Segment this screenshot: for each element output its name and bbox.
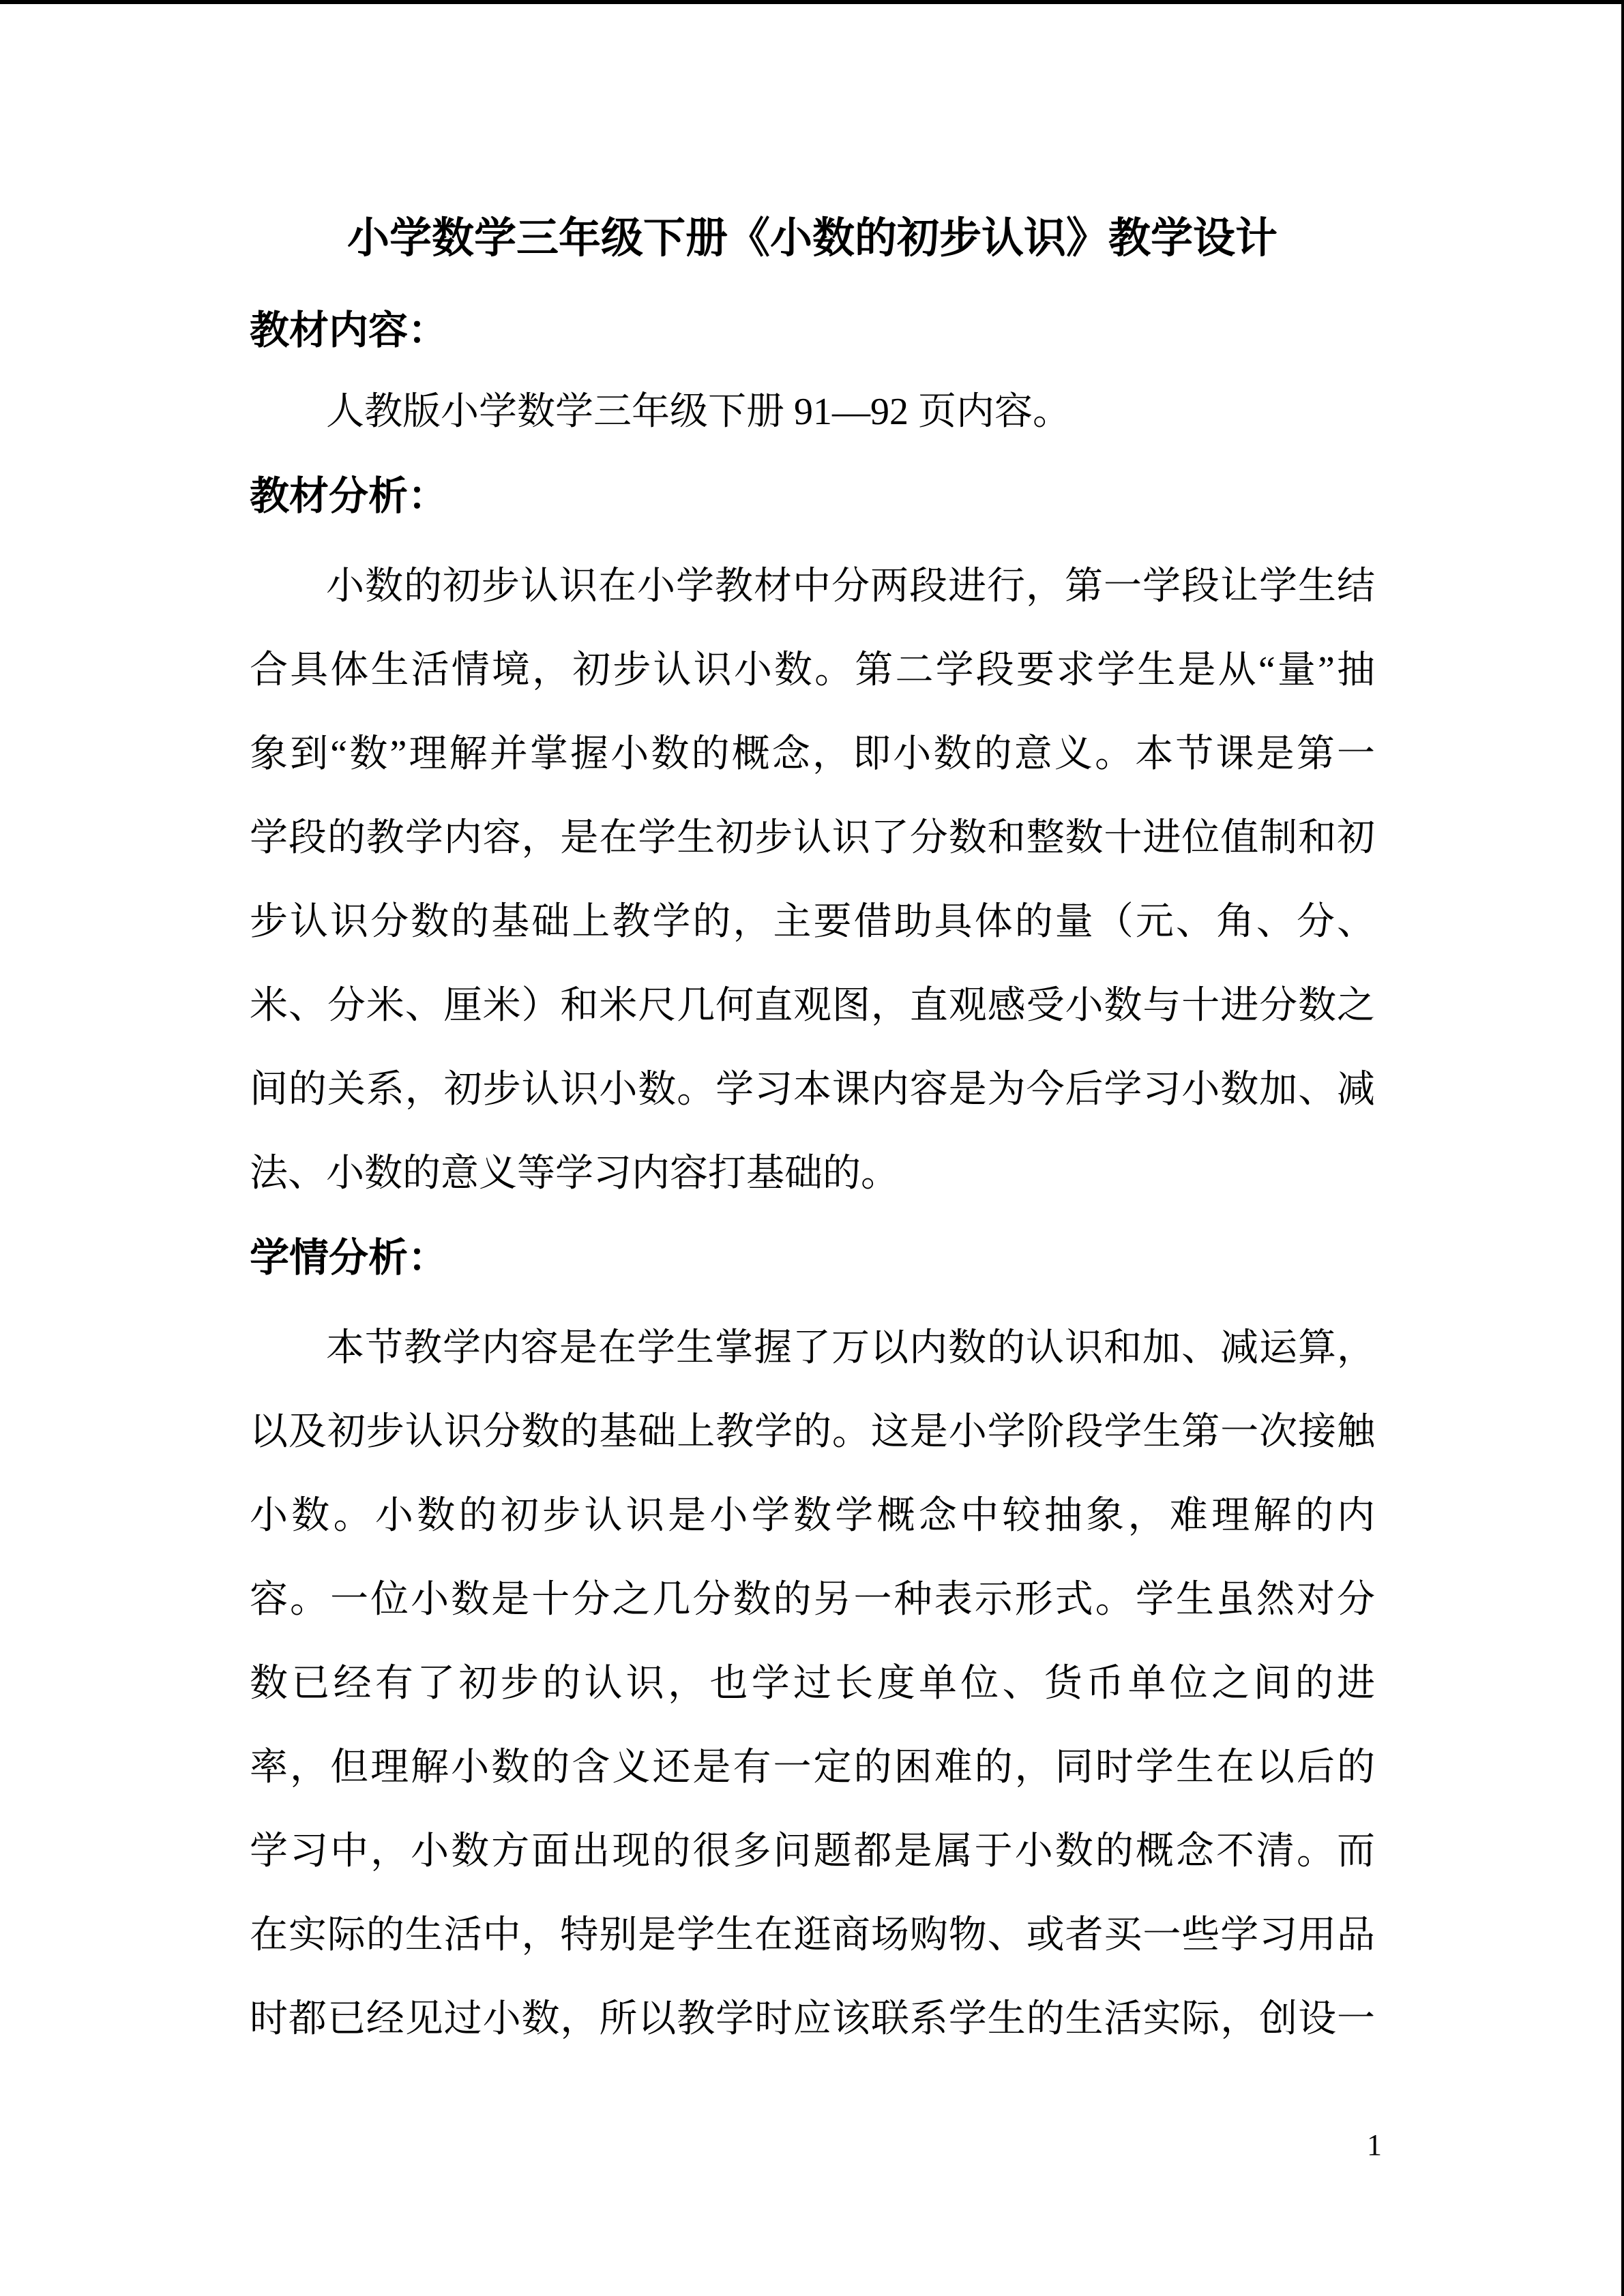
text-line: 在实际的生活中，特别是学生在逛商场购物、或者买一些学习用品 bbox=[250, 1914, 1375, 1956]
text-line: 法、小数的意义等学习内容打基础的。 bbox=[250, 1152, 899, 1195]
section-heading: 教材内容： bbox=[250, 308, 448, 353]
text-line: 人教版小学数学三年级下册 91—92 页内容。 bbox=[326, 391, 1071, 433]
text-line: 小数。小数的初步认识是小学数学概念中较抽象，难理解的内 bbox=[250, 1495, 1375, 1537]
paragraph bbox=[250, 370, 1375, 454]
section-heading: 教材分析： bbox=[250, 474, 448, 518]
text-line: 学习中，小数方面出现的很多问题都是属于小数的概念不清。而 bbox=[250, 1830, 1375, 1873]
text-line: 时都已经见过小数，所以教学时应该联系学生的生活实际，创设一 bbox=[250, 1998, 1375, 2040]
text-line: 学段的教学内容，是在学生初步认识了分数和整数十进位值制和初 bbox=[250, 817, 1375, 859]
text-line: 率，但理解小数的含义还是有一定的困难的，同时学生在以后的 bbox=[250, 1746, 1375, 1789]
paragraph bbox=[250, 545, 1375, 1216]
text-line: 小数的初步认识在小学教材中分两段进行，第一学段让学生结 bbox=[326, 565, 1375, 608]
section bbox=[250, 288, 1375, 454]
text-line: 米、分米、厘米）和米尺几何直观图，直观感受小数与十进分数之 bbox=[250, 985, 1375, 1027]
text-line: 象到“数”理解并掌握小数的概念，即小数的意义。本节课是第一 bbox=[250, 733, 1375, 775]
text-line: 间的关系，初步认识小数。学习本课内容是为今后学习小数加、减 bbox=[250, 1069, 1375, 1111]
page-number: 1 bbox=[1367, 2128, 1382, 2162]
document-content bbox=[250, 197, 1375, 2061]
text-line: 步认识分数的基础上教学的，主要借助具体的量（元、角、分、 bbox=[250, 901, 1375, 943]
paragraph bbox=[250, 1307, 1375, 2061]
text-line: 本节教学内容是在学生掌握了万以内数的认识和加、减运算， bbox=[326, 1327, 1375, 1369]
section bbox=[250, 454, 1375, 1216]
text-line: 合具体生活情境，初步认识小数。第二学段要求学生是从“量”抽 bbox=[250, 649, 1375, 691]
scan-edge-right bbox=[1621, 0, 1624, 2296]
section bbox=[250, 1216, 1375, 2061]
text-line: 数已经有了初步的认识，也学过长度单位、货币单位之间的进 bbox=[250, 1663, 1375, 1705]
document-title: 小学数学三年级下册《小数的初步认识》教学设计 bbox=[346, 215, 1278, 262]
scan-edge-top bbox=[0, 0, 1624, 4]
text-line: 以及初步认识分数的基础上教学的。这是小学阶段学生第一次接触 bbox=[250, 1411, 1375, 1453]
section-heading: 学情分析： bbox=[250, 1236, 448, 1280]
text-line: 容。一位小数是十分之几分数的另一种表示形式。学生虽然对分 bbox=[250, 1579, 1375, 1621]
document-sections bbox=[250, 288, 1375, 2061]
